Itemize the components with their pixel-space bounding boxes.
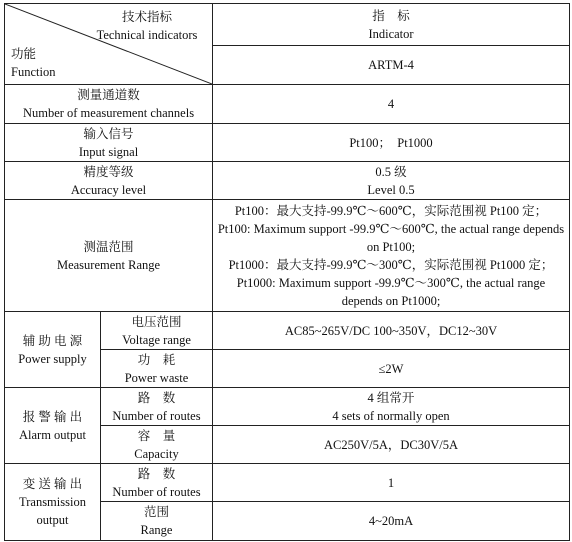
header-indicator-cell bbox=[213, 4, 570, 46]
row-range bbox=[5, 200, 570, 312]
row-transmission-routes bbox=[5, 464, 570, 502]
waste-cn: 功 耗 bbox=[137, 352, 176, 367]
transmission-range-value: 4~20mA bbox=[213, 502, 570, 541]
header-tech-cn: 技术指标 bbox=[121, 10, 172, 24]
transmission-routes-label bbox=[101, 464, 213, 502]
range-line-5: Pt1000: Maximum support -99.9℃～300℃, the actual range bbox=[236, 275, 546, 290]
alarm-routes-value bbox=[213, 388, 570, 426]
row-accuracy bbox=[5, 162, 570, 200]
header-indicator-en: Indicator bbox=[368, 26, 414, 41]
transmission-en-1: Transmission bbox=[19, 495, 86, 509]
range-value bbox=[213, 200, 570, 312]
transmission-en-2: output bbox=[36, 513, 69, 527]
accuracy-value-cn: 0.5 级 bbox=[375, 164, 407, 179]
alarm-capacity-en: Capacity bbox=[134, 446, 179, 461]
accuracy-value bbox=[213, 162, 570, 200]
header-tech-label bbox=[87, 8, 207, 44]
channels-label bbox=[5, 85, 213, 124]
transmission-range-label bbox=[101, 502, 213, 541]
range-label bbox=[5, 200, 213, 312]
header-row-top bbox=[5, 4, 570, 46]
transmission-routes-cn: 路 数 bbox=[137, 466, 176, 481]
model-cell: ARTM-4 bbox=[213, 46, 570, 85]
waste-value: ≤2W bbox=[213, 350, 570, 388]
header-func-en: Function bbox=[11, 65, 56, 79]
range-line-2: Pt100: Maximum support -99.9℃～600℃, the actual range depends bbox=[217, 221, 565, 236]
alarm-routes-en: Number of routes bbox=[112, 408, 201, 423]
alarm-cn: 报 警 输 出 bbox=[22, 409, 83, 424]
transmission-routes-value: 1 bbox=[213, 464, 570, 502]
waste-en: Power waste bbox=[124, 370, 189, 385]
channels-en: Number of measurement channels bbox=[22, 106, 195, 120]
alarm-capacity-label bbox=[101, 426, 213, 464]
waste-label bbox=[101, 350, 213, 388]
transmission-range-cn: 范围 bbox=[143, 505, 169, 519]
alarm-capacity-value: AC250V/5A，DC30V/5A bbox=[213, 426, 570, 464]
header-indicator-cn: 指 标 bbox=[372, 8, 410, 23]
voltage-value: AC85~265V/DC 100~350V，DC12~30V bbox=[213, 312, 570, 350]
alarm-en: Alarm output bbox=[18, 427, 86, 442]
alarm-routes-cn: 路 数 bbox=[137, 390, 176, 405]
alarm-routes-value-en: 4 sets of normally open bbox=[332, 408, 450, 423]
row-power-voltage bbox=[5, 312, 570, 350]
range-cn: 测温范围 bbox=[83, 239, 134, 254]
header-func-cn: 功能 bbox=[11, 47, 37, 61]
alarm-label bbox=[5, 388, 101, 464]
alarm-routes-label bbox=[101, 388, 213, 426]
header-function-label bbox=[11, 45, 55, 81]
alarm-capacity-cn: 容 量 bbox=[137, 428, 176, 443]
input-label bbox=[5, 124, 213, 162]
input-cn: 输入信号 bbox=[83, 126, 134, 141]
accuracy-en: Accuracy level bbox=[70, 182, 147, 197]
power-cn: 辅 助 电 源 bbox=[22, 333, 83, 348]
range-line-1: Pt100：最大支持-99.9℃～600℃，实际范围视 Pt100 定； bbox=[234, 203, 548, 218]
voltage-label bbox=[101, 312, 213, 350]
transmission-routes-en: Number of routes bbox=[112, 484, 201, 499]
accuracy-label bbox=[5, 162, 213, 200]
transmission-cn: 变 送 输 出 bbox=[22, 477, 83, 491]
row-input bbox=[5, 124, 570, 162]
channels-value: 4 bbox=[213, 85, 570, 124]
transmission-range-en: Range bbox=[140, 523, 173, 537]
power-en: Power supply bbox=[18, 351, 87, 366]
range-line-3: on Pt100; bbox=[366, 239, 416, 254]
voltage-en: Voltage range bbox=[122, 332, 191, 347]
range-line-4: Pt1000：最大支持-99.9℃～300℃，实际范围视 Pt1000 定； bbox=[228, 257, 554, 272]
power-label bbox=[5, 312, 101, 388]
row-alarm-routes bbox=[5, 388, 570, 426]
accuracy-value-en: Level 0.5 bbox=[367, 182, 415, 197]
channels-cn: 测量通道数 bbox=[77, 88, 140, 102]
transmission-label bbox=[5, 464, 101, 541]
header-diagonal-cell bbox=[5, 4, 213, 85]
input-value: Pt100； Pt1000 bbox=[213, 124, 570, 162]
alarm-routes-value-cn: 4 组常开 bbox=[367, 390, 415, 405]
range-line-6: depends on Pt1000; bbox=[341, 293, 441, 308]
spec-table bbox=[4, 3, 570, 541]
header-tech-en: Technical indicators bbox=[96, 28, 198, 42]
range-en: Measurement Range bbox=[56, 257, 161, 272]
row-channels bbox=[5, 85, 570, 124]
voltage-cn: 电压范围 bbox=[131, 314, 182, 329]
input-en: Input signal bbox=[78, 144, 139, 159]
accuracy-cn: 精度等级 bbox=[83, 164, 134, 179]
